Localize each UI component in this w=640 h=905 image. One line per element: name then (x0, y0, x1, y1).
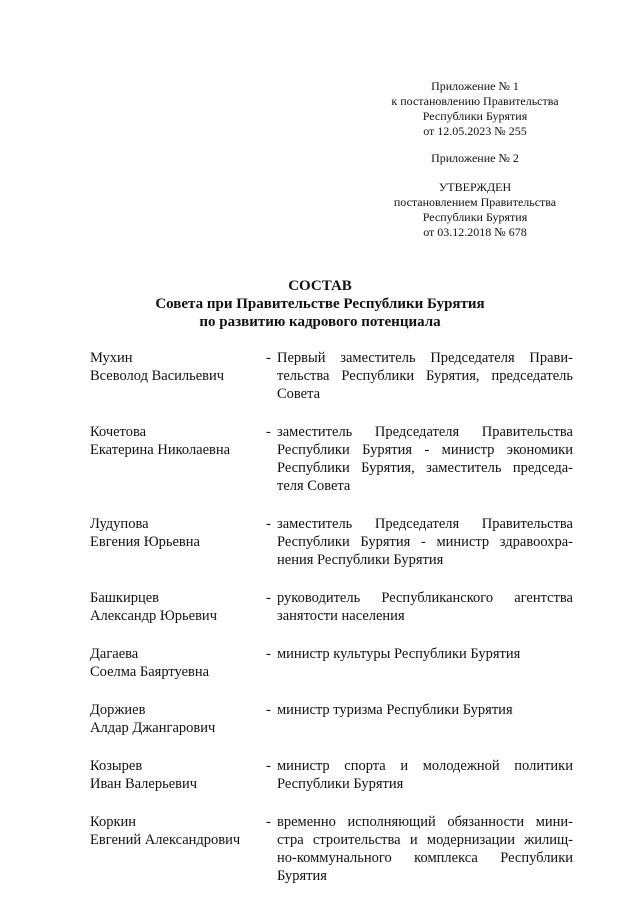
member-role (277, 645, 573, 681)
appendix-2-header (380, 151, 570, 166)
member-dash: - (266, 350, 271, 366)
member-row (90, 423, 574, 495)
member-name (90, 701, 266, 737)
member-given: Александр Юрьевич (90, 608, 217, 624)
role-line: Республики Бурятия - министр здравоохра- (277, 534, 573, 550)
appendix-1-header (380, 79, 570, 139)
member-row (90, 813, 574, 885)
member-surname: Башкирцев (90, 590, 160, 606)
role-line: Республики Бурятия, заместитель председа- (277, 460, 573, 476)
member-name (90, 349, 266, 403)
role-line: Первый заместитель Председателя Прави- (277, 350, 573, 366)
member-row (90, 515, 574, 569)
member-given: Алдар Джангарович (90, 720, 216, 736)
member-given: Соелма Баяртуевна (90, 664, 210, 680)
role-line: Республики Бурятия - министр экономики (277, 442, 573, 458)
role-line: заместитель Председателя Правительства (277, 424, 573, 440)
member-given: Евгения Юрьевна (90, 534, 200, 550)
role-line: заместитель Председателя Правительства (277, 516, 573, 532)
member-role (277, 515, 573, 569)
role-line: Совета (277, 386, 321, 402)
member-dash: - (266, 702, 271, 718)
header-line: от 12.05.2023 № 255 (423, 124, 527, 138)
member-row (90, 701, 574, 737)
title-line: по развитию кадрового потенциала (199, 314, 441, 330)
role-line: теля Совета (277, 478, 351, 494)
approved-header (380, 180, 570, 240)
role-line: Республики Бурятия (277, 776, 404, 792)
member-dash: - (266, 758, 271, 774)
header-line: постановлением Правительства (393, 195, 557, 209)
member-row (90, 589, 574, 625)
member-name (90, 757, 266, 793)
member-dash: - (266, 424, 271, 440)
member-name (90, 645, 266, 681)
member-name (90, 515, 266, 569)
header-line: УТВЕРЖДЕН (438, 180, 512, 194)
member-surname: Козырев (90, 758, 143, 774)
member-surname: Коркин (90, 814, 137, 830)
member-given: Евгений Александрович (90, 832, 241, 848)
header-line: Республики Бурятия (422, 109, 528, 123)
member-dash: - (266, 646, 271, 662)
member-given: Екатерина Николаевна (90, 442, 231, 458)
member-dash: - (266, 516, 271, 532)
member-surname: Доржиев (90, 702, 146, 718)
member-row (90, 757, 574, 793)
role-line: занятости населения (277, 608, 405, 624)
member-role (277, 757, 573, 793)
member-role (277, 701, 573, 737)
member-role (277, 423, 573, 495)
member-dash: - (266, 814, 271, 830)
member-dash: - (266, 590, 271, 606)
member-given: Всеволод Васильевич (90, 368, 225, 384)
member-name (90, 423, 266, 495)
member-row (90, 349, 574, 403)
member-role (277, 349, 573, 403)
role-line: временно исполняющий обязанности мини- (277, 814, 573, 830)
role-line: руководитель Республиканского агентства (277, 590, 573, 606)
member-role (277, 589, 573, 625)
role-line: нения Республики Бурятия (277, 552, 444, 568)
member-surname: Лудупова (90, 516, 149, 532)
title-line: СОСТАВ (288, 278, 352, 294)
role-line: министр спорта и молодежной политики (277, 758, 573, 774)
member-name (90, 589, 266, 625)
member-surname: Мухин (90, 350, 133, 366)
header-line: к постановлению Правительства (391, 94, 559, 108)
role-line: стра строительства и модернизации жилищ- (277, 832, 573, 848)
role-line: министр туризма Республики Бурятия (277, 702, 513, 718)
header-line: от 03.12.2018 № 678 (423, 225, 527, 239)
role-line: Бурятия (277, 868, 327, 884)
member-row (90, 645, 574, 681)
header-line: Республики Бурятия (422, 210, 528, 224)
members-list (90, 349, 574, 885)
header-line: Приложение № 2 (431, 151, 519, 165)
header-line: Приложение № 1 (431, 79, 519, 93)
document-title (60, 277, 580, 331)
title-line: Совета при Правительстве Республики Бурятия (155, 296, 485, 312)
member-role (277, 813, 573, 885)
member-surname: Дагаева (90, 646, 139, 662)
member-name (90, 813, 266, 885)
member-surname: Кочетова (90, 424, 147, 440)
role-line: министр культуры Республики Бурятия (277, 646, 521, 662)
member-given: Иван Валерьевич (90, 776, 198, 792)
role-line: но-коммунального комплекса Республики (277, 850, 573, 866)
role-line: тельства Республики Бурятия, председатель (277, 368, 573, 384)
